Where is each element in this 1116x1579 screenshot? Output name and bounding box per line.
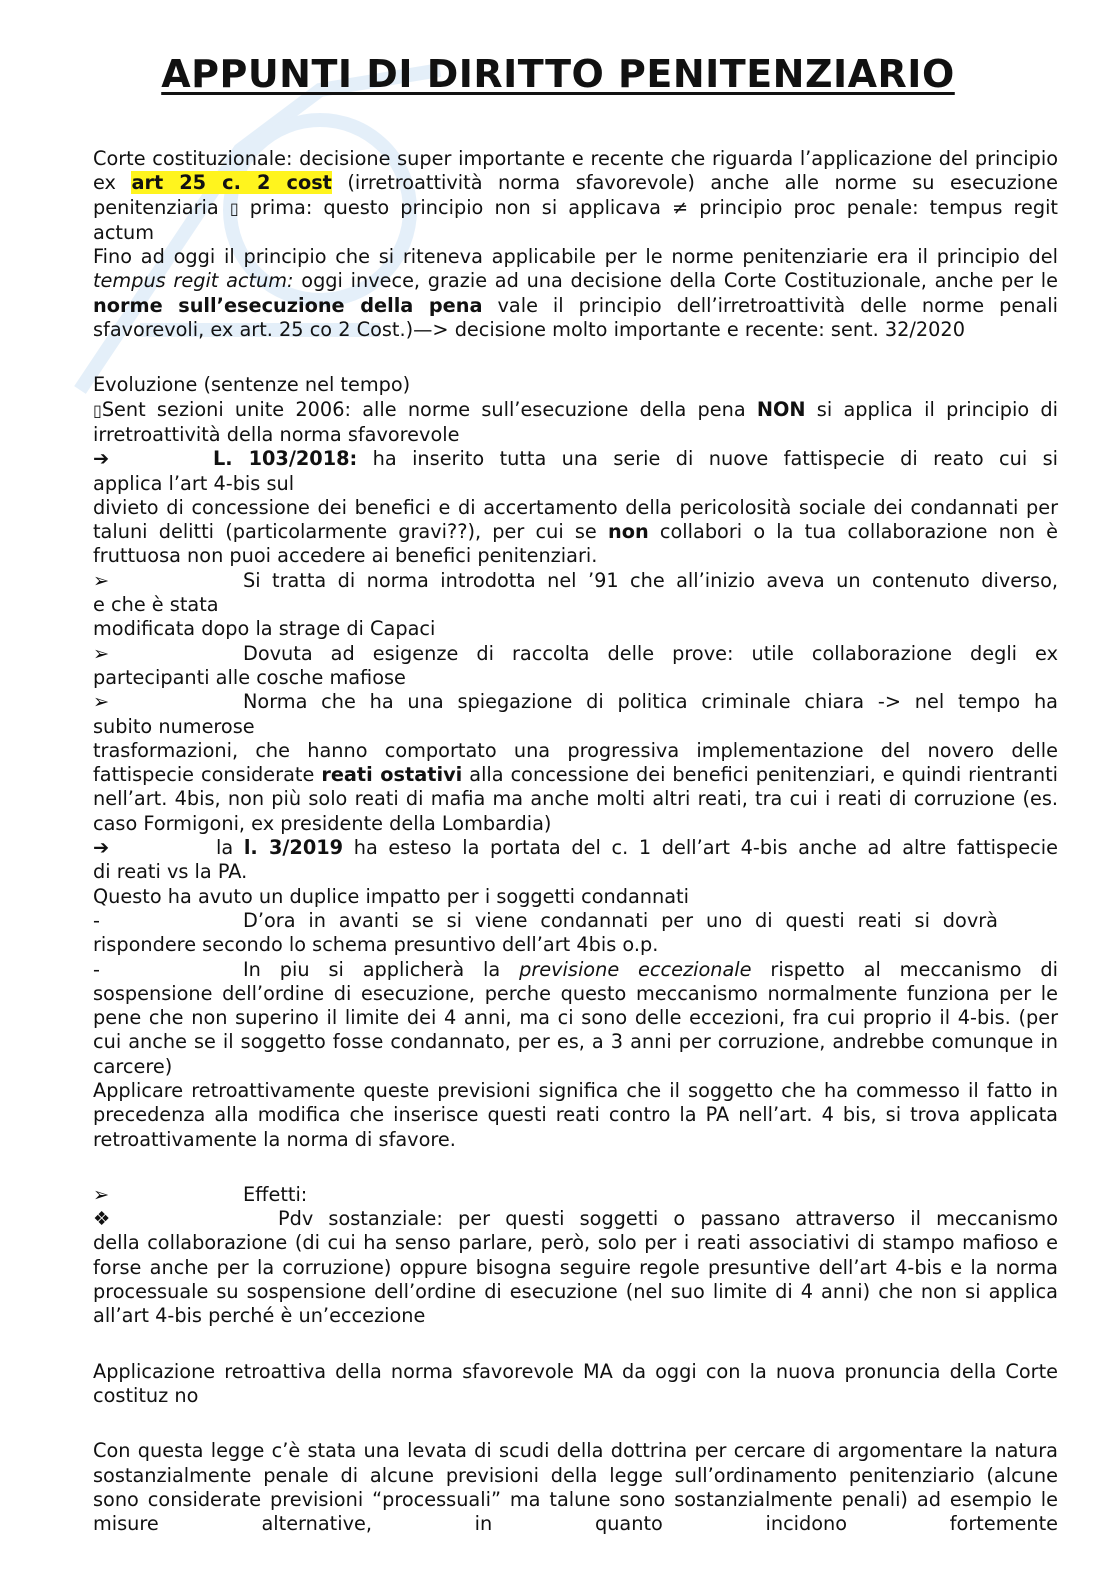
placeholder-box-icon: ▯ <box>229 198 239 218</box>
paragraph-sezioni-unite: ▯Sent sezioni unite 2006: alle norme sull’esecuzione della pena NON si applica il principio di irretroattività della norma sfavorevole <box>93 397 1059 446</box>
dash-item-schema-presuntivo: - D’ora in avanti se si viene condannati per uno di questi reati si dovrà <box>93 908 998 932</box>
bullet-effetti: ➢ Effetti: <box>93 1182 308 1206</box>
line-continuation: di reati vs la PA. <box>93 860 248 884</box>
line-continuation: applica l’art 4-bis sul <box>93 471 295 495</box>
diamond-item-pdv-sostanziale: ❖ Pdv sostanziale: per questi soggetti o passano attraverso il meccanismo <box>93 1207 1058 1231</box>
bullet-norma-91: ➢ Si tratta di norma introdotta nel ’91 che all’inizio aveva un contenuto diverso, <box>93 568 1058 592</box>
bullet-arrow-icon: ➢ <box>93 641 110 665</box>
line-continuation: e che è stata <box>93 593 219 617</box>
diamond-bullet-icon: ❖ <box>93 1207 111 1231</box>
line-continuation: modificata dopo la strage di Capaci <box>93 617 436 641</box>
line-continuation: subito numerose <box>93 714 255 738</box>
paragraph-levata-di-scudi: Con questa legge c’è stata una levata di scudi della dottrina per cercare di argomentare la natura sostanzialmente penale di alcune previsioni della legge sull’ordinamento penitenziario (alcune sono considerate previsioni “processuali” ma talune sono sostanzialmente penali) ad esempio le misure alternative, in quanto incidono fortemente <box>93 1439 1058 1536</box>
placeholder-box-icon: ▯ <box>93 400 102 420</box>
highlighted-article: art 25 c. 2 cost <box>131 171 332 195</box>
paragraph-applicare-retroattivamente: Applicare retroattivamente queste previsioni significa che il soggetto che ha commesso il fatto in precedenza alla modifica che inserisce questi reati contro la PA nell’art. 4 bis, si trova applicata retroattivamente la norma di sfavore. <box>93 1078 1058 1151</box>
line-continuation: rispondere secondo lo schema presuntivo dell’art 4bis o.p. <box>93 933 659 957</box>
bullet-arrow-icon: ➢ <box>93 1182 110 1206</box>
paragraph-sospensione: sospensione dell’ordine di esecuzione, perche questo meccanismo normalmente funziona per le pene che non superino il limite dei 4 anni, ma ci sono delle eccezioni, fra cui proprio il 4-bis. (per cui anche se il soggetto fosse condannato, per es, a 3 anni per corruzione, andrebbe comunque in carcere) <box>93 981 1058 1078</box>
paragraph-corte-costituzionale: Corte costituzionale: decisione super importante e recente che riguarda l’applicazione del principio ex art 25 c. 2 cost (irretroattività norma sfavorevole) anche alle norme su esecuzione penitenziaria ▯ prima: questo principio non si applicava ≠ principio proc penale: tempus regit actum <box>93 147 1058 244</box>
document-body <box>93 147 1058 1536</box>
arrow-icon: ➔ <box>93 836 110 860</box>
paragraph-collaborazione: della collaborazione (di cui ha senso parlare, però, solo per i reati associativi di stampo mafioso e forse anche per la corruzione) oppure bisogna seguire regole presuntive dell’art 4-bis e la norma processuale su sospensione dell’ordine di esecuzione (nel suo limite di 4 anni) che non si applica all’art 4-bis perché è un’eccezione <box>93 1231 1058 1328</box>
heading-evoluzione: Evoluzione (sentenze nel tempo) <box>93 373 411 397</box>
dash-marker: - <box>93 908 100 932</box>
paragraph-divieto: divieto di concessione dei benefici e di accertamento della pericolosità sociale dei condannati per taluni delitti (particolarmente gravi??), per cui se non collabori o la tua collaborazione non è fruttuosa non puoi accedere ai benefici penitenziari. <box>93 495 1058 568</box>
paragraph-applicazione-retroattiva: Applicazione retroattiva della norma sfavorevole MA da oggi con la nuova pronuncia della Corte costituz no <box>93 1359 1058 1407</box>
item-l-103-2018: ➔ L. 103/2018: ha inserito tutta una serie di nuove fattispecie di reato cui si <box>93 447 1058 471</box>
page-title: APPUNTI DI DIRITTO PENITENZIARIO <box>161 52 955 96</box>
bullet-arrow-icon: ➢ <box>93 690 110 714</box>
bullet-politica-criminale: ➢ Norma che ha una spiegazione di politica criminale chiara -> nel tempo ha <box>93 690 1058 714</box>
arrow-icon: ➔ <box>93 447 110 471</box>
dash-item-previsione-eccezionale: - In piu si applicherà la previsione eccezionale rispetto al meccanismo di <box>93 957 1059 981</box>
paragraph-duplice-impatto: Questo ha avuto un duplice impatto per i soggetti condannati <box>93 884 689 908</box>
bullet-esigenze-prove: ➢ Dovuta ad esigenze di raccolta delle prove: utile collaborazione degli ex <box>93 641 1058 665</box>
dash-marker: - <box>93 957 100 981</box>
bullet-arrow-icon: ➢ <box>93 568 110 592</box>
paragraph-fino-ad-oggi: Fino ad oggi il principio che si riteneva applicabile per le norme penitenziarie era il principio del tempus regit actum: oggi invece, grazie ad una decisione della Corte Costituzionale, anche per le norme sull’esecuzione della pena vale il principio dell’irretroattività delle norme penali sfavorevoli, ex art. 25 co 2 Cost.)—> decisione molto importante e recente: sent. 32/2020 <box>93 245 1059 342</box>
paragraph-trasformazioni: trasformazioni, che hanno comportato una progressiva implementazione del novero delle fattispecie considerate reati ostativi alla concessione dei benefici penitenziari, e quindi rientranti nell’art. 4bis, non più solo reati di mafia ma anche molti altri reati, tra cui i reati di corruzione (es. caso Formigoni, ex presidente della Lombardia) <box>93 738 1058 835</box>
line-continuation: partecipanti alle cosche mafiose <box>93 665 406 689</box>
item-l-3-2019: ➔ la l. 3/2019 ha esteso la portata del c. 1 dell’art 4-bis anche ad altre fattispecie <box>93 836 1058 860</box>
